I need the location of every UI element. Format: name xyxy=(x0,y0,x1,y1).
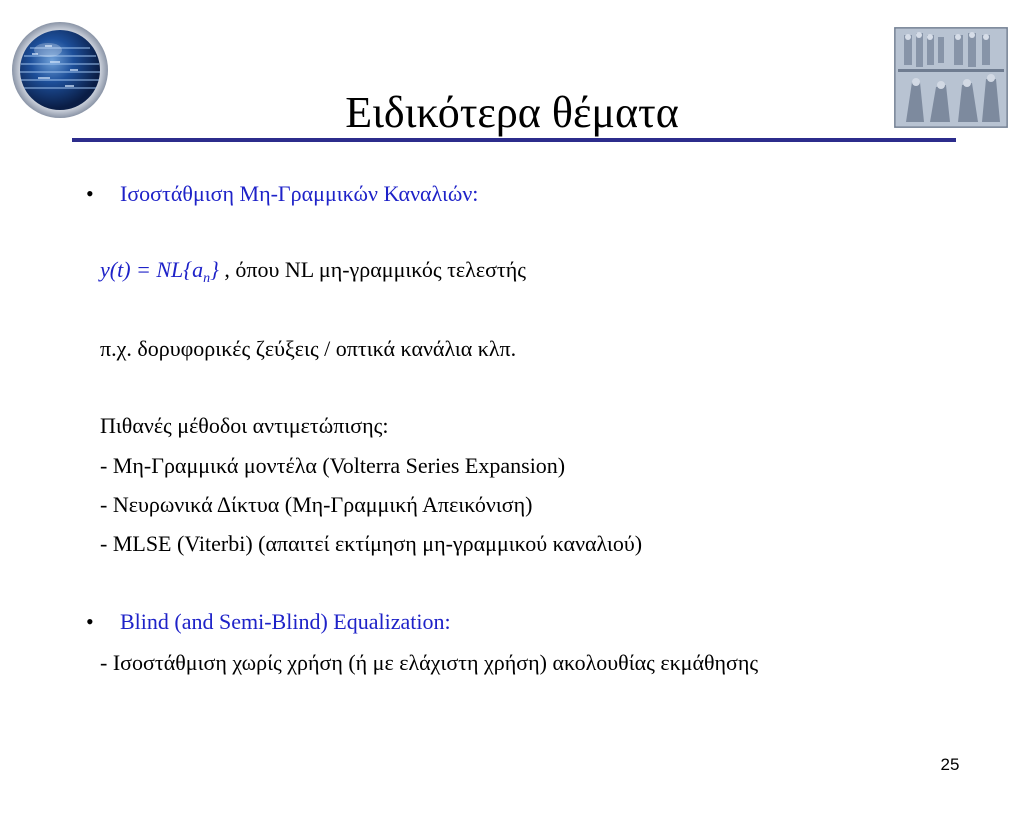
equation-subscript: n xyxy=(203,271,211,286)
method-item: - Νευρωνικά Δίκτυα (Μη-Γραμμική Απεικόνιση) xyxy=(100,492,533,517)
blind-detail-text: - Ισοστάθμιση χωρίς χρήση (ή με ελάχιστη χρήση) ακολουθίας εκμάθησης xyxy=(100,650,759,675)
slide-title: Ειδικότερα θέματα xyxy=(345,88,679,137)
bullet-marker: • xyxy=(86,609,94,634)
examples-text: π.χ. δορυφορικές ζεύξεις / οπτικά κανάλια κλπ. xyxy=(100,336,517,361)
bullet-heading-blind: Blind (and Semi-Blind) Equalization: xyxy=(120,609,451,634)
method-item: - Μη-Γραμμικά μοντέλα (Volterra Series Expansion) xyxy=(100,453,566,478)
bullet-heading-nonlinear: Ισοστάθμιση Μη-Γραμμικών Καναλιών: xyxy=(120,181,479,206)
methods-heading: Πιθανές μέθοδοι αντιμετώπισης: xyxy=(100,413,389,438)
equation-description: , όπου NL μη-γραμμικός τελεστής xyxy=(218,257,526,282)
title-underline xyxy=(72,138,956,142)
bullet-marker: • xyxy=(86,181,94,206)
equation-lhs-prefix: y(t) = NL{a xyxy=(100,257,204,282)
equation-line xyxy=(100,257,526,292)
equation-lhs-suffix: } xyxy=(210,257,219,282)
method-item: - MLSE (Viterbi) (απαιτεί εκτίμηση μη-γραμμικού καναλιού) xyxy=(100,531,643,556)
page-number: 25 xyxy=(940,755,960,774)
